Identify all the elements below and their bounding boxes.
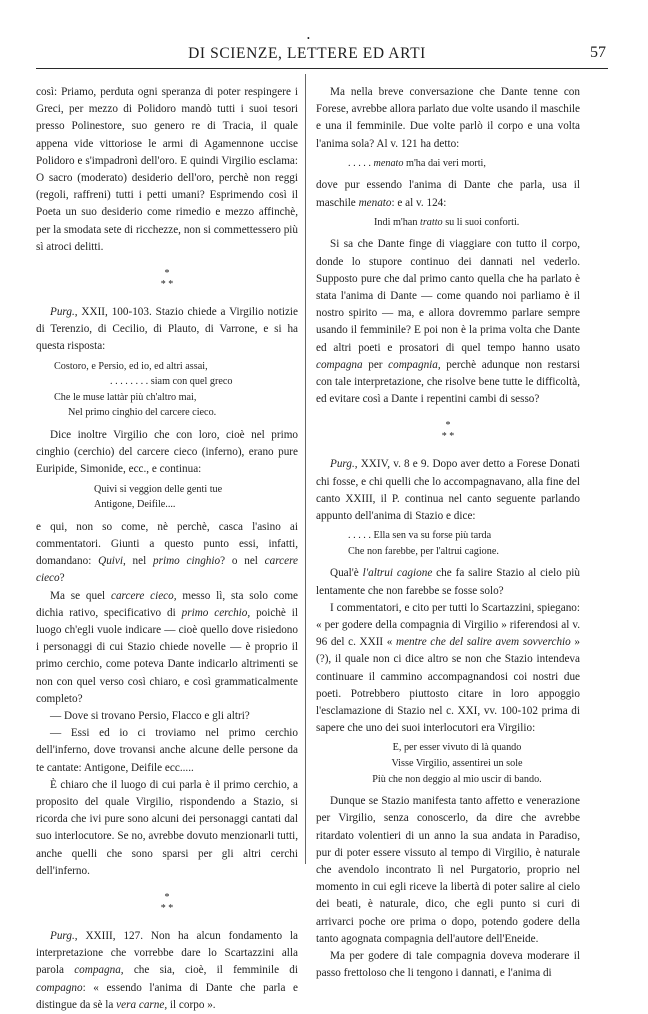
paragraph: Qual'è l'altrui cagione che fa salire Stazio al cielo più lentamente che non farebbe se fosse solo? <box>316 567 580 597</box>
section-reference: Purg. <box>50 306 75 319</box>
verse-line: Che le muse lattàr più ch'altro mai, <box>54 391 197 403</box>
verse-line: . . . . . . . . siam con quel greco <box>110 376 233 388</box>
verse-quote <box>334 528 580 559</box>
verse-quote <box>334 215 580 231</box>
paragraph: — Essi ed io ci troviamo nel primo cerchio dell'inferno, dove trovansi anche alcune delle persone da te cantate: Antigone, Deifile ecc..... <box>36 727 298 774</box>
paragraph: Purg., XXIII, 127. Non ha alcun fondamento la interpretazione che vorrebbe dare lo Scartazzini alla parola compagna, che sia, cioè, il femminile di compagno: « essendo l'anima di Dante che parla e distingue da sè la vera carne, il corpo ». <box>36 930 299 1011</box>
paragraph: — Dove si trovano Persio, Flacco e gli altri? <box>50 710 250 723</box>
section-separator: * * * <box>441 420 455 443</box>
paragraph: Si sa che Dante finge di viaggiare con tutto il corpo, donde lo stupore continuo dei dannati nel vederlo. Supposto pure che dal primo canto quella che ha parlato è stata l'anima di Dante — come quando noi parliamo è il nostro spirito — ma, e allora dovremmo parlare sempre usando il femminile? E poi non è la prima volta che Dante ed altri poeti e prosatori di quel tempo hanno usato compagna per compagnia, perchè adunque non restarsi con tale interpretazione, che risolve bene tutte le difficoltà, ed evitare così a Dante i repentini cambi di sesso? <box>316 238 580 406</box>
section-separator: * * * <box>160 268 174 291</box>
verse-line: Che non farebbe, per l'altrui cagione. <box>348 545 499 557</box>
verse-line: . . . . . Ella sen va su forse più tarda <box>348 530 492 542</box>
paragraph: È chiaro che il luogo di cui parla è il primo cerchio, a proposito del quale Virgilio, rispondendo a Stazio, si ricorda che ivi pure sono alcuni dei personaggi cantati dal suo interlocutore. Se no, avrebbe dovuto menzionarli tutti, anche quelli che sono sparsi per gli altri cerchi dell'inferno. <box>36 778 298 877</box>
paragraph: Dunque se Stazio manifesta tanto affetto e venerazione per Virgilio, senza conoscerlo, da dire che avrebbe ritardato volentieri di un anno la sua andata in Paradiso, pur di poter essere vissuto al tempo di Virgilio, è naturale che avendolo incontrato lì nel Purgatorio, proprio nel momento in cui egli riceve la libertà di poter salire al cielo dei beati, è naturale, dico, che egli punto si curi di arrivarci poche ore prima o dopo, potendo godere della tanto agognata compagnia dell'autore dell'Eneide. <box>316 795 580 945</box>
running-header <box>36 34 606 68</box>
paragraph: I commentatori, e cito per tutti lo Scartazzini, spiegano: « per godere della compagnia di Virgilio » riferendosi al v. 96 del c. XXII « mentre che del salire avem sovverchio » (?), il quale non ci dice altro se non che Stazio intendeva continuare il cammino accompagnandosi coi nostri due poeti. Potrebbero piuttosto citare in loro appoggio l'esclamazione di Stazio nel c. XXI, vv. 100-102 prima di sapere che uno dei suoi interlocutori era Virgilio: <box>316 601 580 735</box>
paragraph: Dice inoltre Virgilio che con loro, cioè nel primo cinghio (cerchio) del carcere cieco (inferno), erano pure Euripide, Simonide, ecc., e continua: <box>36 429 298 476</box>
verse-quote <box>54 482 298 513</box>
paragraph: Purg., XXII, 100-103. Stazio chiede a Virgilio notizie di Terenzio, di Cecilio, di Plauto, di Varrone, e si ha questa risposta: <box>36 306 298 353</box>
column-divider <box>305 74 306 864</box>
paragraph: Purg., XXIV, v. 8 e 9. Dopo aver detto a Forese Donati chi fosse, e chi quelli che lo accompagnavano, alla fine del canto XXIII, il P. continua nel canto seguente parlando appunto dell'anima di Stazio e dice: <box>316 458 580 523</box>
verse-quote <box>334 156 580 172</box>
section-reference: Purg. <box>330 458 355 471</box>
verse-line: Visse Virgilio, assentirei un sole <box>391 758 523 770</box>
paragraph: così: Priamo, perduta ogni speranza di poter respingere i Greci, per mezzo di Polidoro mandò tutti i suoi tesori presso Polinestore, suo genero re di Tracia, il quale appena vide vittoriose le armi di Agamennone uccise Polidoro e s'impadronì dell'oro. E quindi Virgilio esclama: O sacro (moderato) desiderio dell'oro, perchè non reggi (regoli, raffreni) tutti i petti umani? Esprimendo così il Poeta un suo desiderio come rimedio e mezzo affinchè, per la smodata sete di ricchezze, non si commettessero più sì atroci delitti. <box>36 86 298 253</box>
left-column <box>36 84 298 1014</box>
verse-line: Antigone, Deifile.... <box>94 499 176 511</box>
verse-line: Nel primo cinghio del carcere cieco. <box>68 407 217 419</box>
paragraph: Ma nella breve conversazione che Dante tenne con Forese, avrebbe allora parlato due volte usando il maschile e una il femminile. Due volte parlò il corpo e una volta l'anima sola? Al v. 121 ha detto: <box>316 86 580 150</box>
paragraph: dove pur essendo l'anima di Dante che parla, usa il maschile menato: e al v. 124: <box>316 179 580 209</box>
header-rule <box>36 68 608 69</box>
page-number: 57 <box>590 44 606 61</box>
header-ornament: • <box>307 34 310 43</box>
verse-line: E, per esser vivuto di là quando <box>392 742 522 754</box>
section-reference: Purg. <box>50 930 75 943</box>
right-column <box>316 84 580 982</box>
paragraph: e qui, non so come, nè perchè, casca l'asino ai commentatori. Giunti a questo punto essi, infatti, domandano: Quivi, nel primo cinghio? o nel carcere cieco? <box>36 520 299 585</box>
paragraph: Ma per godere di tale compagnia doveva moderare il passo frettoloso che li tengono i dannati, e l'anima di <box>316 950 580 980</box>
section-separator: * * * <box>160 892 174 915</box>
verse-line: . . . . . menato m'ha dai veri morti, <box>348 157 486 169</box>
verse-line: Quivi si veggion delle genti tue <box>94 483 223 495</box>
running-title: DI SCIENZE, LETTERE ED ARTI <box>188 45 426 62</box>
verse-line: Costoro, e Persio, ed io, ed altri assai, <box>54 360 208 372</box>
paragraph: Ma se quel carcere cieco, messo lì, sta solo come dichia rativo, specificativo di primo cerchio, poichè il luogo ch'egli vuole indicare — cioè quello dove risiedono i personaggi di cui Stazio chiede novelle — è proprio il primo cerchio, come poteva Dante indicarlo altrimenti se non con quel verso così chiaro, e così grammaticalmente completo? <box>36 589 298 705</box>
verse-line: Più che non deggio al mio uscir di bando. <box>372 773 542 785</box>
verse-quote <box>54 359 298 421</box>
verse-quote <box>334 740 580 787</box>
verse-line: Indi m'han tratto su li suoi conforti. <box>374 216 520 228</box>
